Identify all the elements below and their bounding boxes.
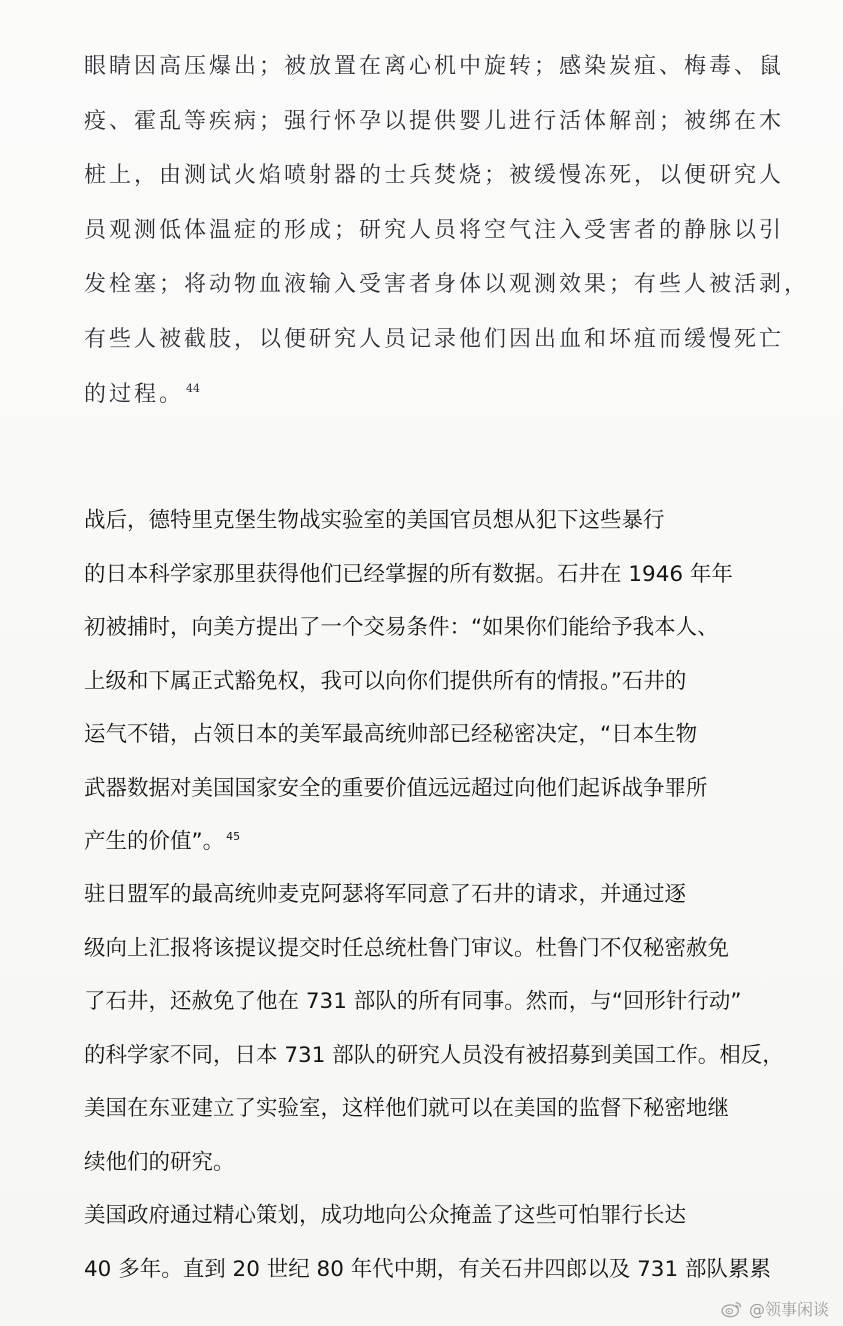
text-line: 上级和下属正式豁免权，我可以向你们提供所有的情报。”石井的 xyxy=(84,668,687,694)
text-line: 员观测低体温症的形成；研究人员将空气注入受害者的静脉以引 xyxy=(84,217,785,243)
text-line: 运气不错，占领日本的美军最高统帅部已经秘密决定，“日本生物 xyxy=(84,722,698,747)
text-line: 战后，德特里克堡生物战实验室的美国官员想从犯下这些暴行 xyxy=(84,508,665,533)
text-line: 初被捕时，向美方提出了一个交易条件：“如果你们能给予我本人、 xyxy=(84,615,719,640)
text-line: 美国在东亚建立了实验室，这样他们就可以在美国的监督下秘密地继 xyxy=(84,1096,730,1121)
quoted-passage xyxy=(84,40,810,422)
weibo-logo-icon xyxy=(721,1300,743,1318)
weibo-watermark xyxy=(721,1297,829,1320)
text-line: 的过程。 xyxy=(84,381,185,407)
text-line: 桩上，由测试火焰喷射器的士兵焚烧；被缓慢冻死，以便研究人 xyxy=(84,163,785,189)
text-line-last xyxy=(84,815,754,869)
text-line: 发栓塞；将动物血液输入受害者身体以观测效果；有些人被活剥， xyxy=(84,272,810,298)
text-line: 驻日盟军的最高统帅麦克阿瑟将军同意了石井的请求，并通过逐 xyxy=(84,882,687,907)
text-line: 的科学家不同，日本 731 部队的研究人员没有被招募到美国工作。相反， xyxy=(84,1042,784,1068)
text-line: 眼睛因高压爆出；被放置在离心机中旋转；感染炭疽、梅毒、鼠 xyxy=(84,54,785,79)
text-line: 了石井，还赦免了他在 731 部队的所有同事。然而，与“回形针行动” xyxy=(84,989,742,1014)
text-line: 续他们的研究。 xyxy=(84,1149,235,1175)
text-line: 疫、霍乱等疾病；强行怀孕以提供婴儿进行活体解剖；被绑在木 xyxy=(84,108,785,134)
text-line-last xyxy=(84,368,760,423)
text-line: 40 多年。直到 20 世纪 80 年代中期，有关石井四郎以及 731 部队累累 xyxy=(84,1256,771,1282)
footnote-marker: 44 xyxy=(186,382,201,396)
text-line: 武器数据对美国国家安全的重要价值远远超过向他们起诉战争罪所 xyxy=(84,775,708,801)
paragraph-postwar xyxy=(84,494,754,869)
text-line: 美国政府通过精心策划，成功地向公众掩盖了这些可怕罪行长达 xyxy=(84,1203,687,1228)
text-line: 产生的价值”。 xyxy=(84,829,225,854)
text-line: 级向上汇报将该提议提交时任总统杜鲁门审议。杜鲁门不仅秘密赦免 xyxy=(84,935,730,961)
paragraph-coverup xyxy=(84,1189,771,1296)
paragraph-macarthur xyxy=(84,868,784,1189)
footnote-marker: 45 xyxy=(226,829,241,843)
text-line: 的日本科学家那里获得他们已经掌握的所有数据。石井在 1946 年年 xyxy=(84,561,733,587)
watermark-handle: @领事闲谈 xyxy=(748,1300,829,1319)
text-line: 有些人被截肢，以便研究人员记录他们因出血和坏疽而缓慢死亡 xyxy=(84,326,785,352)
